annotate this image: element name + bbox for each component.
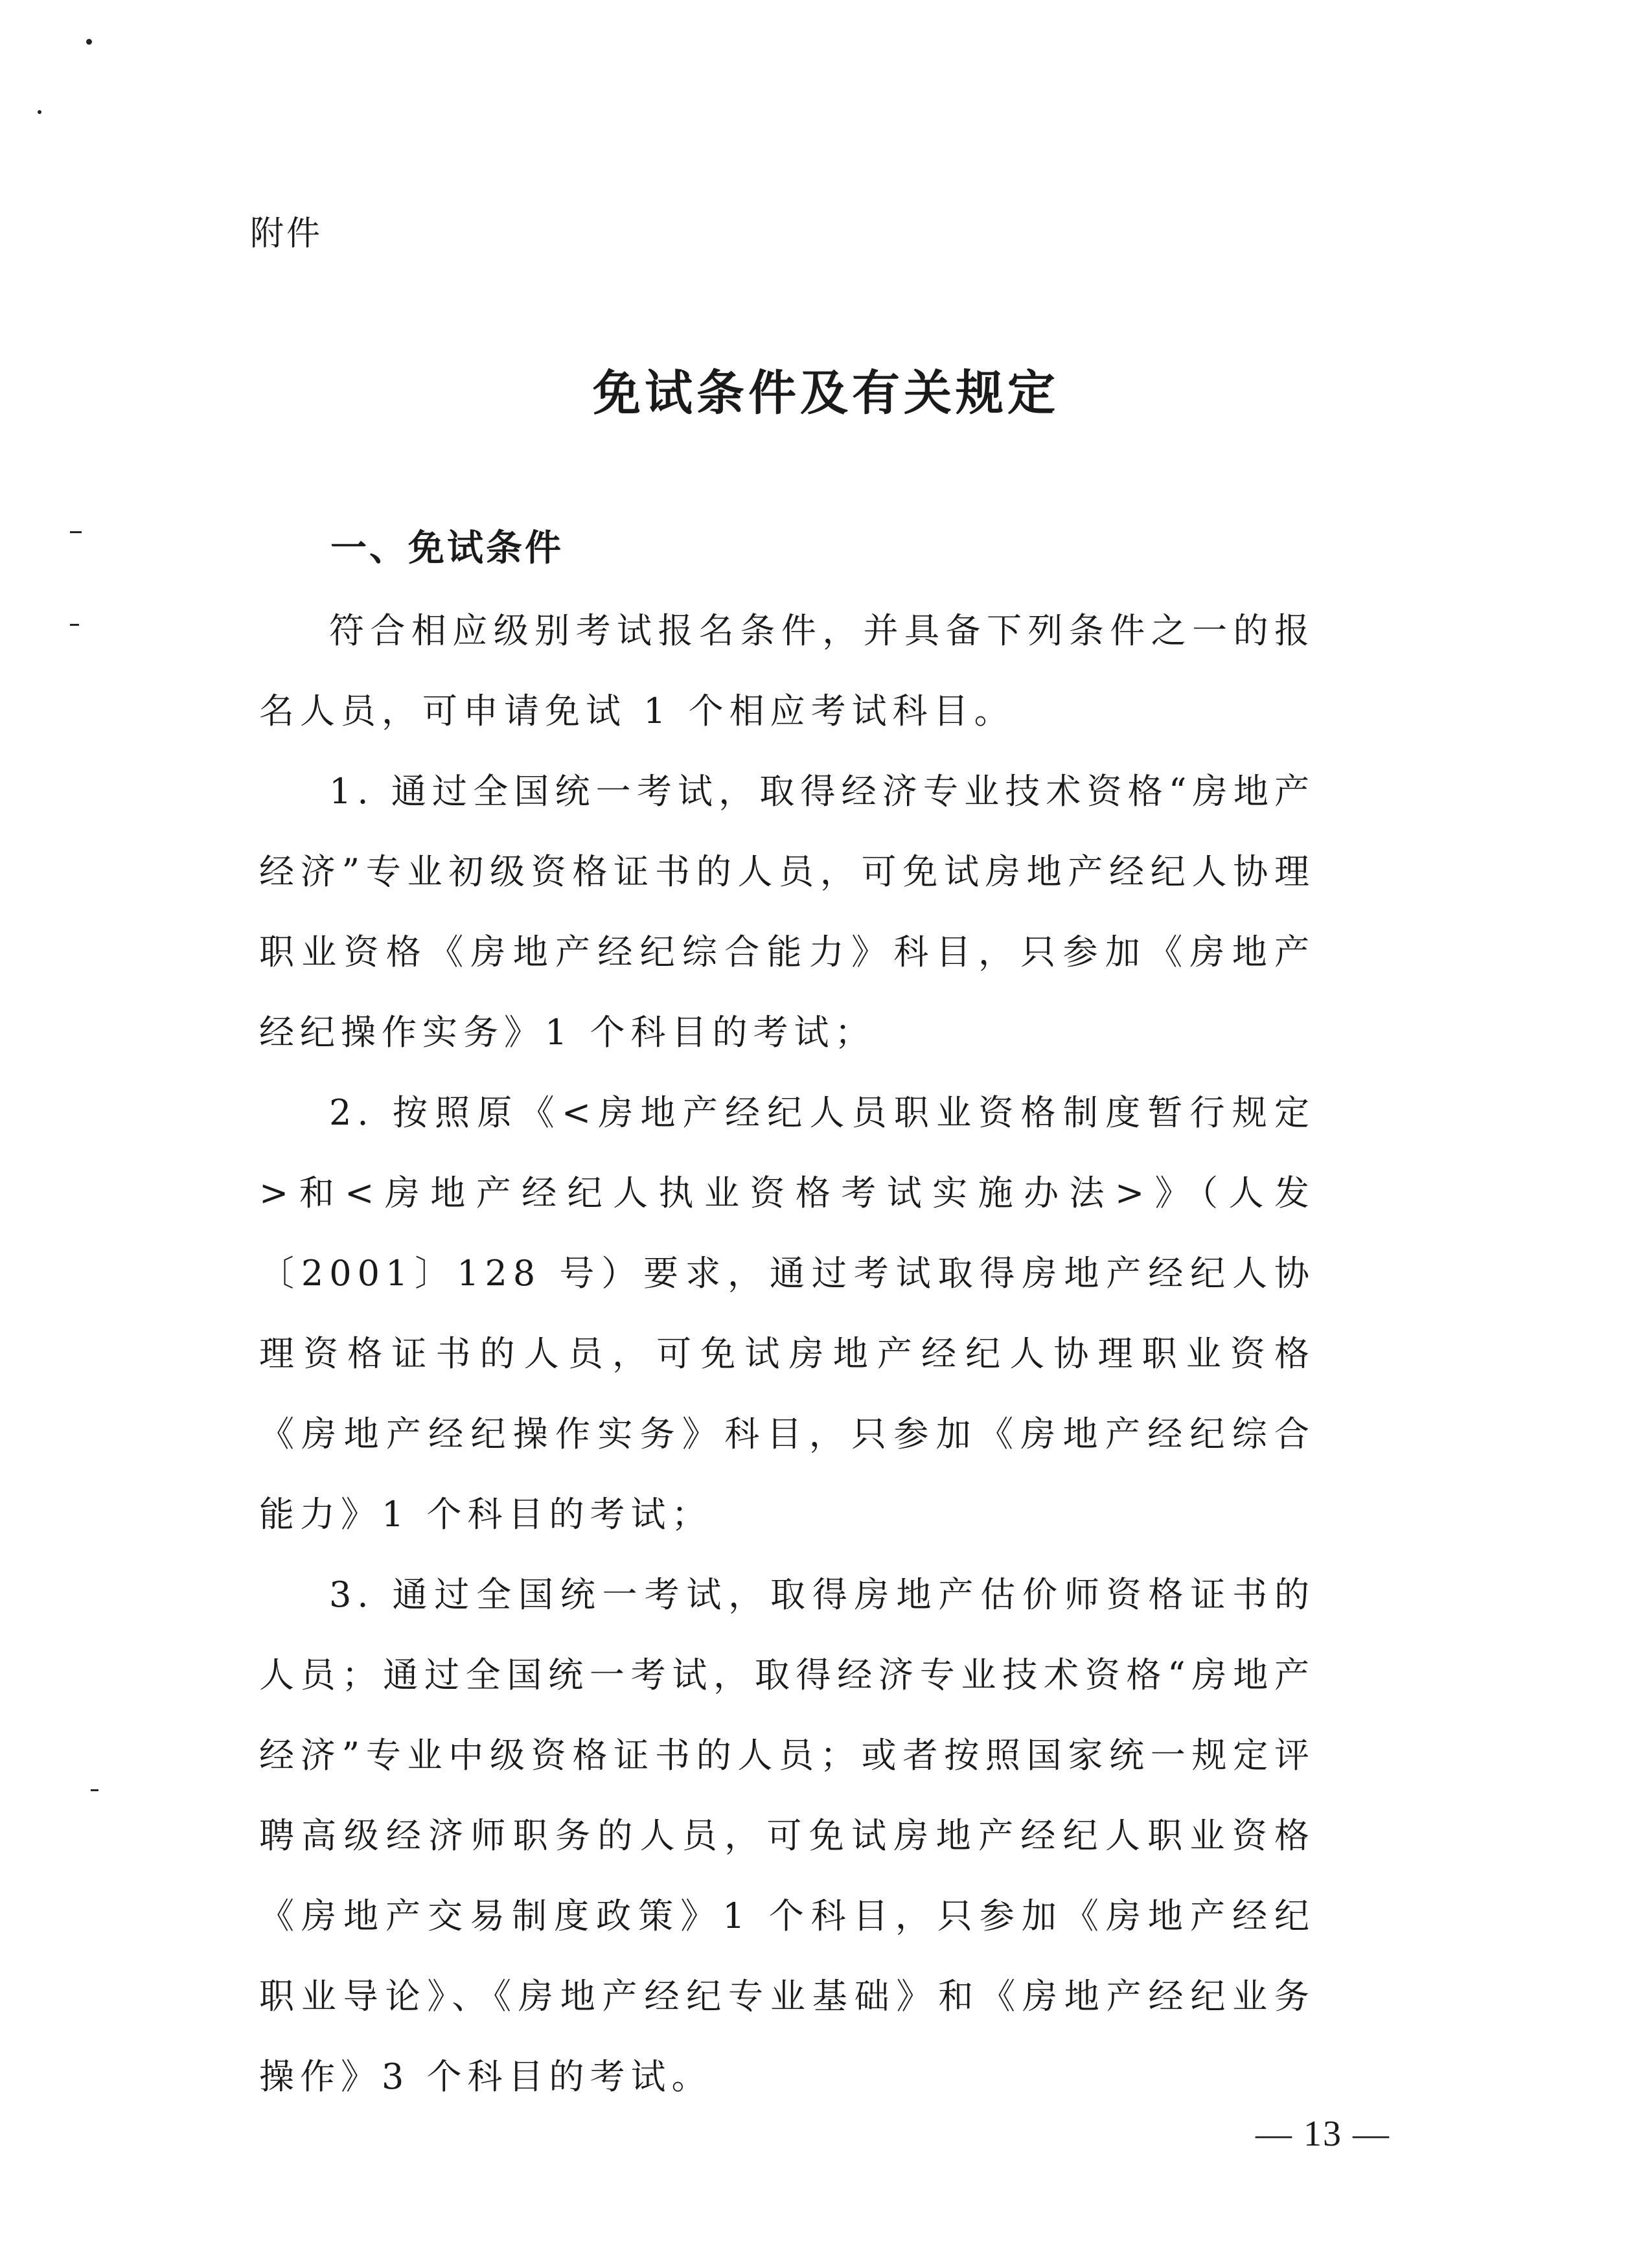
scan-mark (91, 1789, 98, 1791)
section-heading: 一、免试条件 (330, 527, 564, 569)
scan-mark (86, 39, 92, 45)
body-text (259, 591, 1315, 2117)
attachment-label: 附件 (250, 214, 323, 253)
scan-mark (70, 624, 79, 626)
intro-paragraph: 符合相应级别考试报名条件，并具备下列条件之一的报名人员，可申请免试 1 个相应考试科目。 (259, 610, 1315, 731)
page-number: — 13 — (1256, 2114, 1390, 2154)
clause-paragraph: 3. 通过全国统一考试，取得房地产估价师资格证书的人员；通过全国统一考试，取得经济专业技术资格“房地产经济”专业中级资格证书的人员；或者按照国家统一规定评聘高级经济师职务的人员，可免试房地产经纪人职业资格《房地产交易制度政策》1 个科目，只参加《房地产经纪职业导论》、《房地产经纪专业基础》和《房地产经纪业务操作》3 个科目的考试。 (259, 1574, 1315, 2097)
clause-paragraph: 1. 通过全国统一考试，取得经济专业技术资格“房地产经济”专业初级资格证书的人员，可免试房地产经纪人协理职业资格《房地产经纪综合能力》科目，只参加《房地产经纪操作实务》1 个科目的考试； (259, 771, 1315, 1053)
document-title: 免试条件及有关规定 (593, 365, 1059, 421)
scan-mark (38, 110, 41, 114)
scan-mark (70, 531, 82, 533)
clause-paragraph: 2. 按照原《<房地产经纪人员职业资格制度暂行规定>和<房地产经纪人执业资格考试实施办法>》（人发〔2001〕128 号）要求，通过考试取得房地产经纪人协理资格证书的人员，可免试房地产经纪人协理职业资格《房地产经纪操作实务》科目，只参加《房地产经纪综合能力》1 个科目的考试； (259, 1092, 1315, 1535)
